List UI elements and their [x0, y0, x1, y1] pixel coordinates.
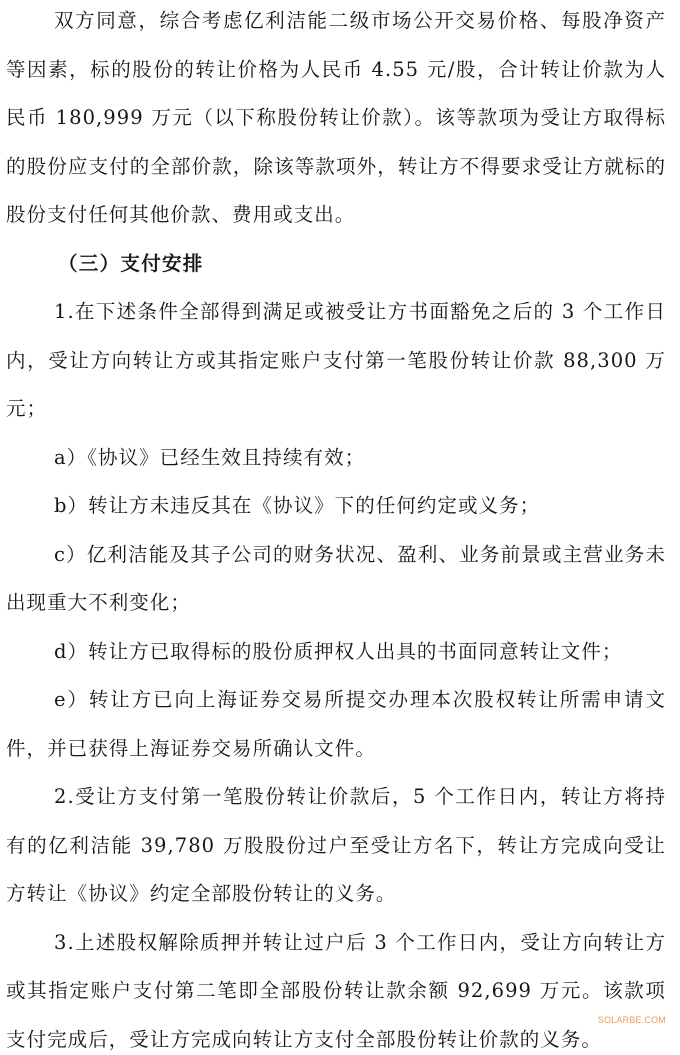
- second-payment-paragraph: 3.上述股权解除质押并转让过户后 3 个工作日内，受让方向转让方或其指定账户支付第二笔即全部股份转让款余额 92,699 万元。该款项支付完成后，受让方完成向转让方支付全部股份转让价款的义务。: [6, 930, 666, 1051]
- site-watermark: SOLARBE.COM: [597, 1015, 666, 1025]
- condition-d-item: d）转让方已取得标的股份质押权人出具的书面同意转让文件；: [54, 639, 623, 663]
- condition-a-item: a）《协议》已经生效且持续有效；: [54, 445, 366, 469]
- document-body: [6, 0, 666, 1055]
- share-transfer-paragraph: 2.受让方支付第一笔股份转让价款后，5 个工作日内，转让方将持有的亿利洁能 39,780 万股股份过户至受让方名下，转让方完成向受让方转让《协议》约定全部股份转让的义务。: [6, 785, 666, 905]
- condition-b-item: b）转让方未违反其在《协议》下的任何约定或义务；: [54, 494, 541, 517]
- condition-e-item: e）转让方已向上海证券交易所提交办理本次股权转让所需申请文件，并已获得上海证券交易所确认文件。: [6, 688, 666, 760]
- condition-c-item: c）亿利洁能及其子公司的财务状况、盈利、业务前景或主营业务未出现重大不利变化；: [6, 542, 666, 614]
- payment-arrangement-heading: （三）支付安排: [58, 251, 204, 275]
- transfer-price-paragraph: 双方同意，综合考虑亿利洁能二级市场公开交易价格、每股净资产等因素，标的股份的转让价格为人民币 4.55 元/股，合计转让价款为人民币 180,999 万元（以下称股份转让价款）。该等款项为受让方取得标的股份应支付的全部价款，除该等款项外，转让方不得要求受让方就标的股份支付任何其他价款、费用或支出。: [6, 9, 666, 226]
- first-payment-paragraph: 1.在下述条件全部得到满足或被受让方书面豁免之后的 3 个工作日内，受让方向转让方或其指定账户支付第一笔股份转让价款 88,300 万元；: [6, 300, 666, 420]
